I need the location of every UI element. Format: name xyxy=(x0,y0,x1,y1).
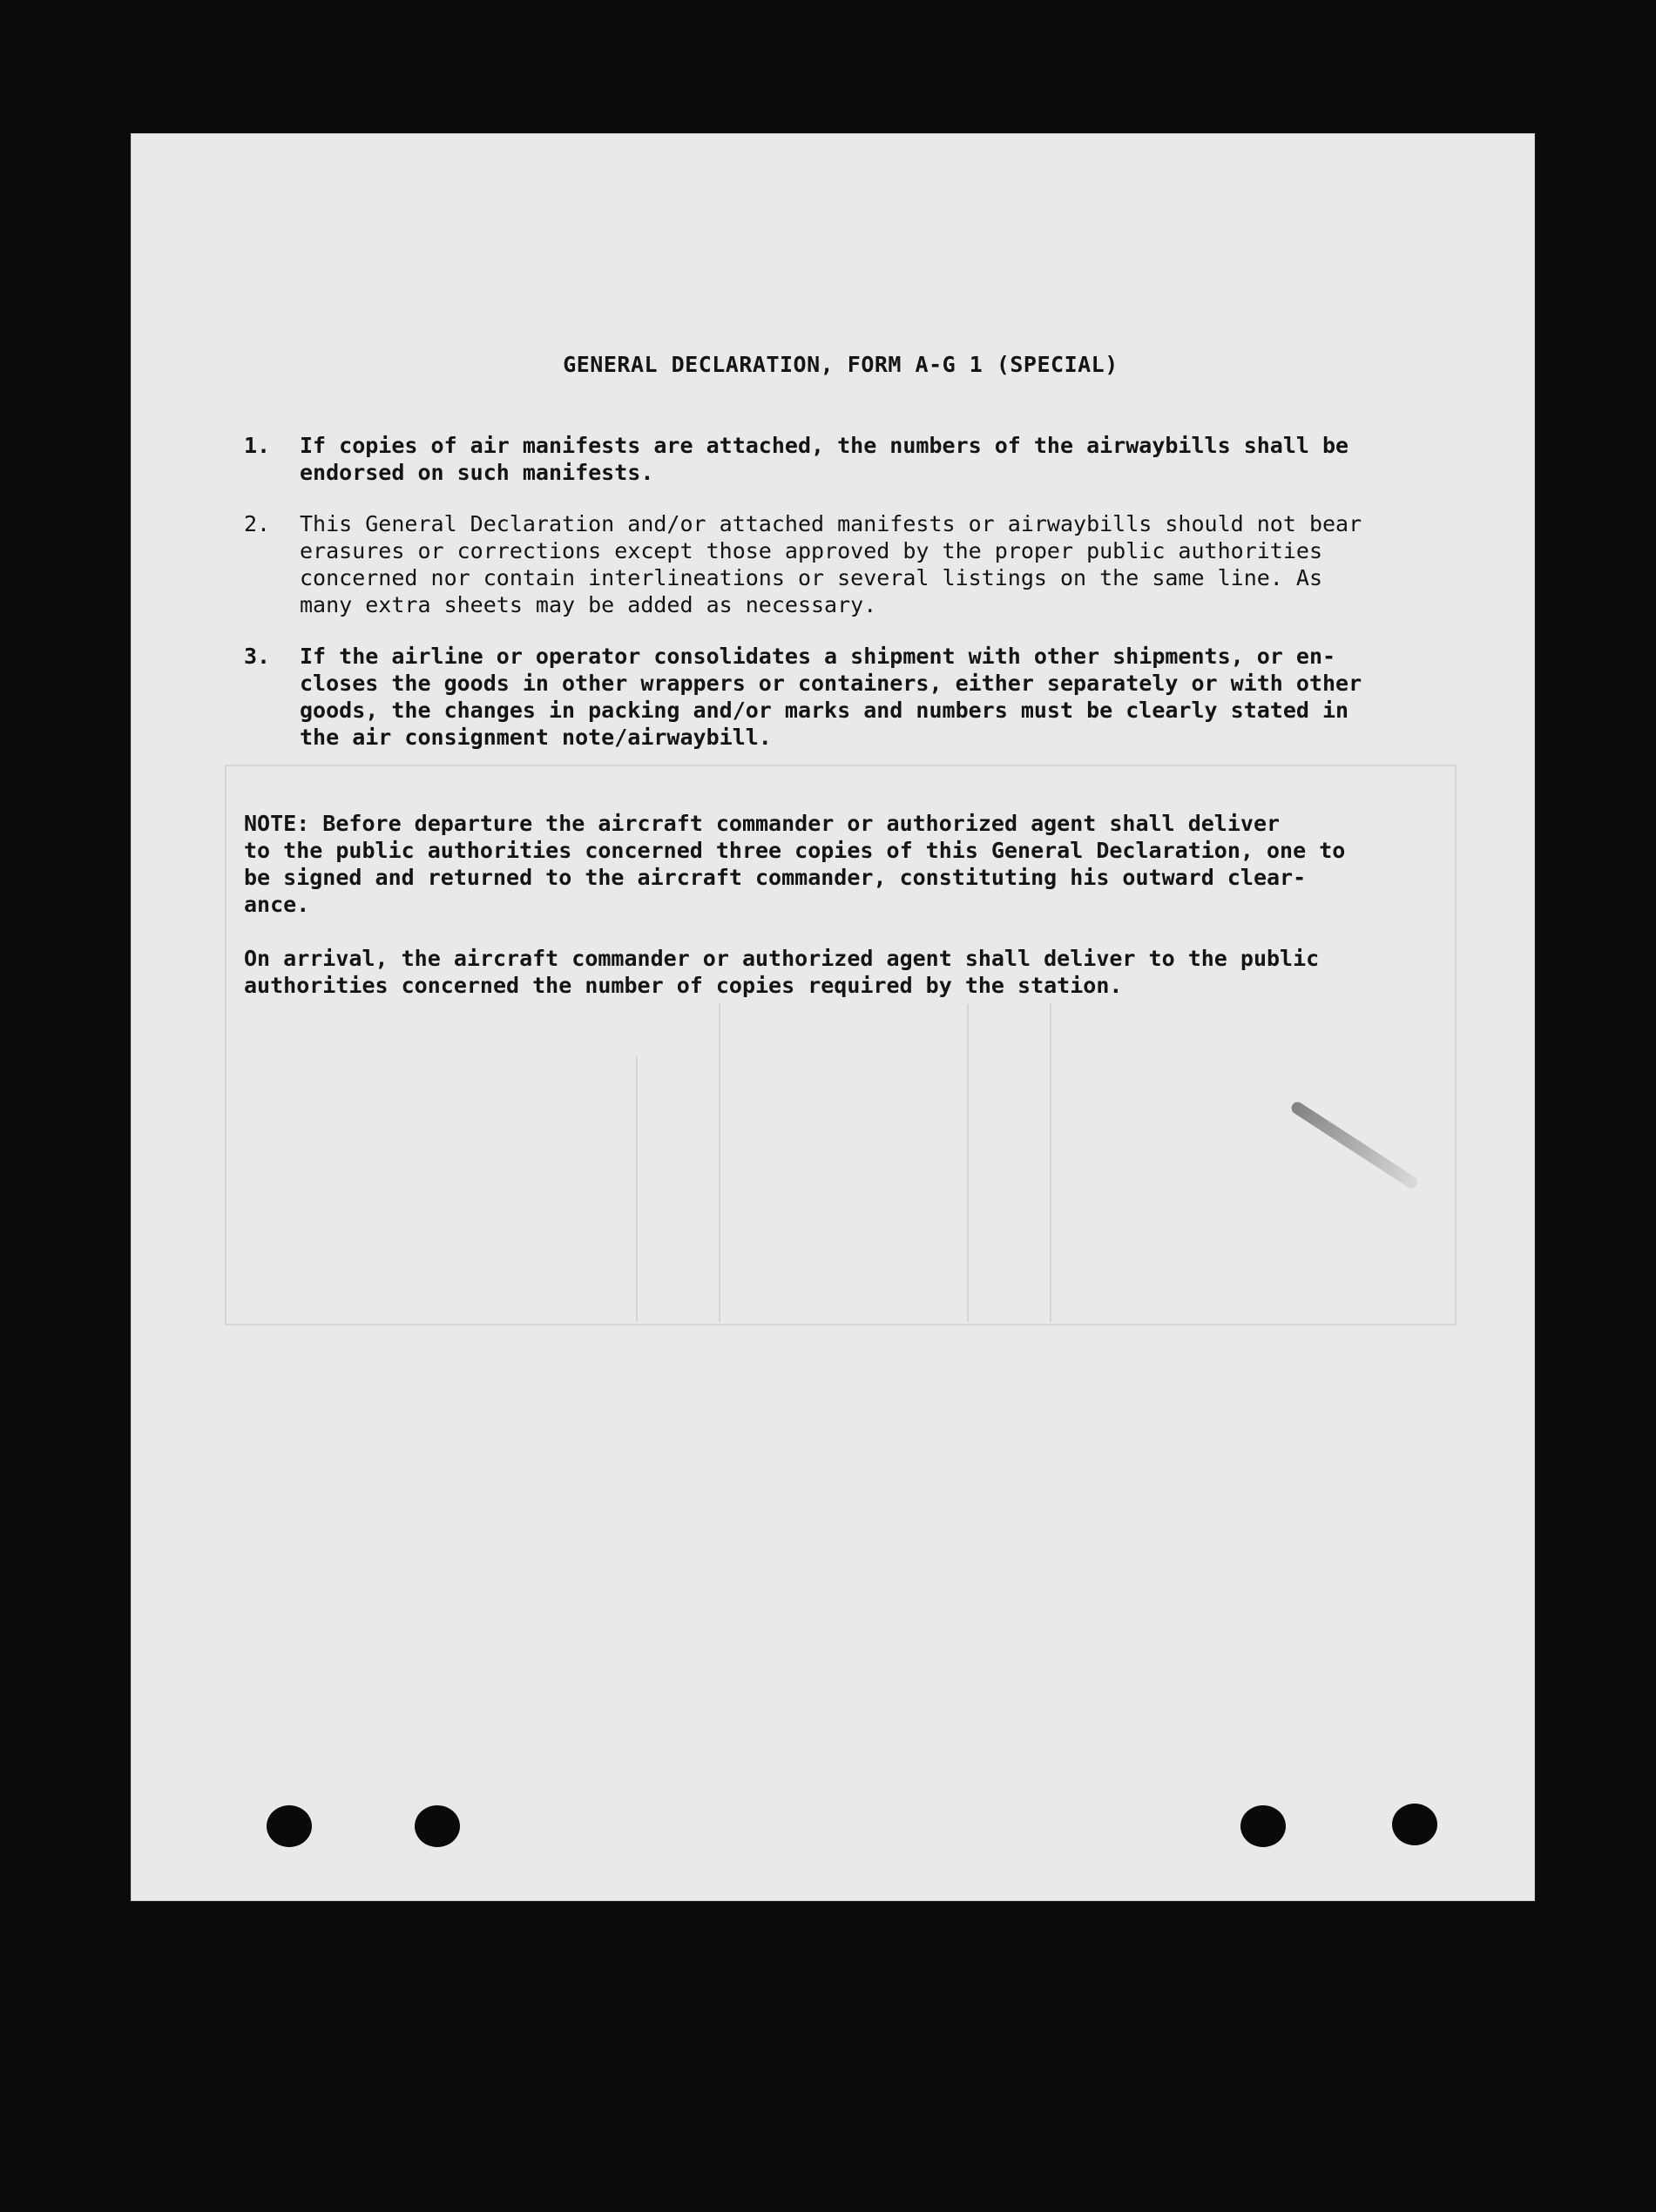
item-line: endorsed on such manifests. xyxy=(300,460,654,485)
item-number: 1. xyxy=(244,433,271,458)
item-line: closes the goods in other wrappers or containers, either separately or with other xyxy=(300,671,1362,696)
arrival-note xyxy=(244,945,1446,999)
item-line: If copies of air manifests are attached, the numbers of the airwaybills shall be xyxy=(300,433,1349,458)
item-text xyxy=(300,643,1446,751)
departure-note xyxy=(244,810,1446,918)
punch-hole xyxy=(1392,1804,1437,1845)
item-line: concerned nor contain interlineations or several listings on the same line. As xyxy=(300,565,1322,590)
arrival-line: On arrival, the aircraft commander or authorized agent shall deliver to the public xyxy=(244,946,1320,971)
bleed-through-line xyxy=(719,1004,720,1322)
note-line: be signed and returned to the aircraft commander, constituting his outward clear- xyxy=(244,865,1307,890)
bleed-through-line xyxy=(1050,1004,1051,1322)
punch-hole xyxy=(415,1805,460,1847)
punch-hole xyxy=(267,1805,312,1847)
item-number: 3. xyxy=(244,644,271,669)
item-line: goods, the changes in packing and/or marks and numbers must be clearly stated in xyxy=(300,698,1349,723)
note-line: to the public authorities concerned three copies of this General Declaration, one to xyxy=(244,838,1346,863)
item-line: This General Declaration and/or attached manifests or airwaybills should not bear xyxy=(300,511,1362,536)
item-text xyxy=(300,510,1446,618)
note-line: ance. xyxy=(244,892,310,917)
item-line: the air consignment note/airwaybill. xyxy=(300,725,772,750)
item-number: 2. xyxy=(244,511,271,536)
bleed-through-line xyxy=(636,1056,638,1322)
bleed-through-line xyxy=(967,1004,969,1322)
document-sheet xyxy=(131,133,1535,1901)
item-line: erasures or corrections except those approved by the proper public authorities xyxy=(300,538,1322,563)
arrival-line: authorities concerned the number of copies required by the station. xyxy=(244,973,1123,998)
punch-hole xyxy=(1240,1805,1286,1847)
item-line: many extra sheets may be added as necessary. xyxy=(300,592,877,617)
item-line: If the airline or operator consolidates a shipment with other shipments, or en- xyxy=(300,644,1336,669)
note-line: NOTE: Before departure the aircraft commander or authorized agent shall deliver xyxy=(244,811,1281,836)
item-text xyxy=(300,432,1446,486)
document-title: GENERAL DECLARATION, FORM A-G 1 (SPECIAL) xyxy=(563,352,1119,377)
